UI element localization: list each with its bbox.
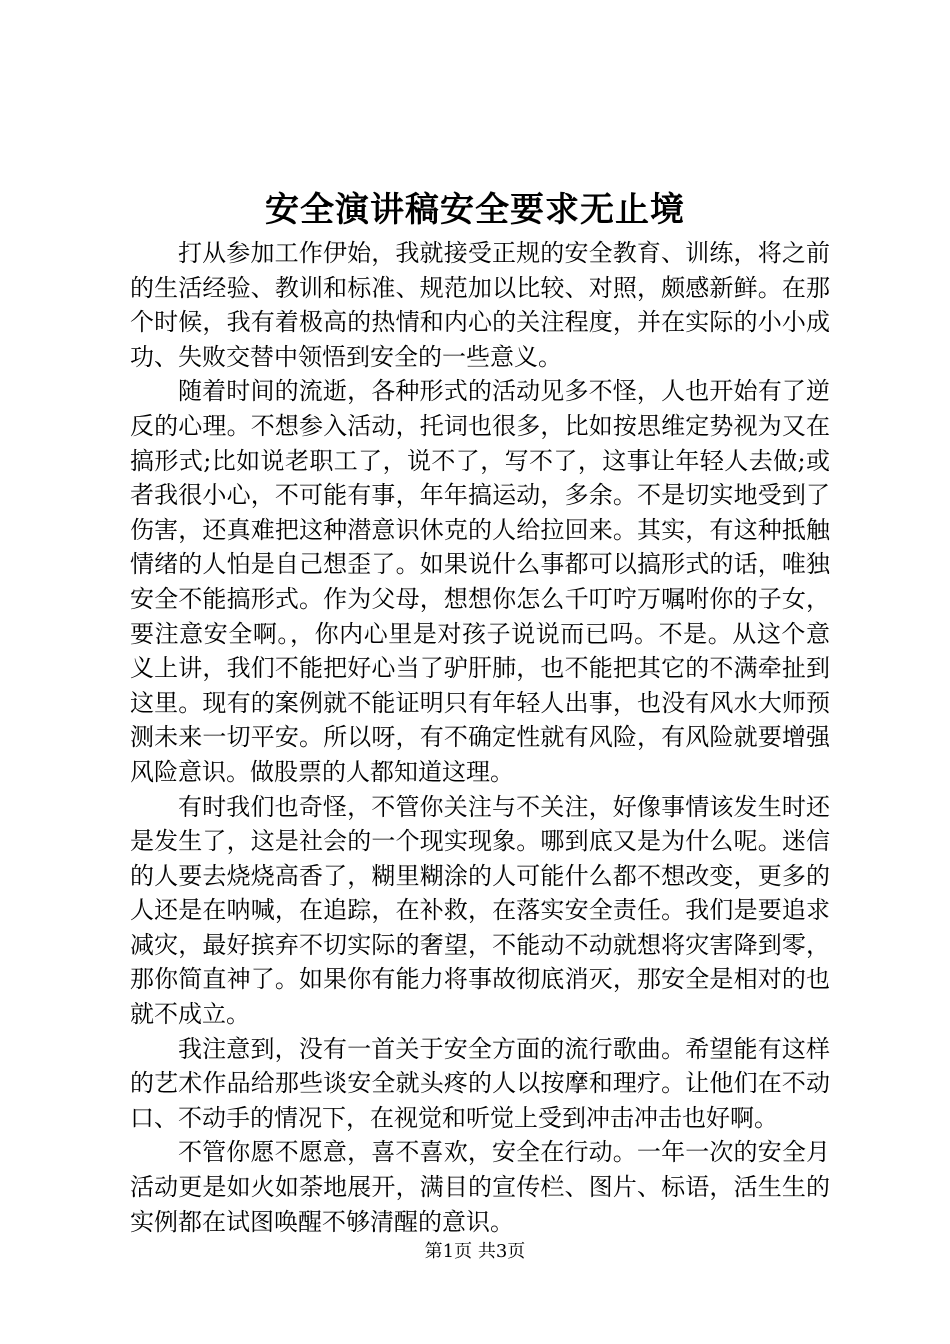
paragraph: 有时我们也奇怪，不管你关注与不关注，好像事情该发生时还是发生了，这是社会的一个现实现象。哪到底又是为什么呢。迷信的人要去烧烧高香了，糊里糊涂的人可能什么都不想改变，更多的人还是在呐喊，在追踪，在补救，在落实安全责任。我们是要追求减灾，最好摈弃不切实际的奢望，不能动不动就想将灾害降到零，那你简直神了。如果你有能力将事故彻底消灭，那安全是相对的也就不成立。: [130, 792, 830, 1029]
page-number-footer: 第1页 共3页: [424, 1241, 526, 1262]
paragraph: 不管你愿不愿意，喜不喜欢，安全在行动。一年一次的安全月活动更是如火如荼地展开，满目的宣传栏、图片、标语，活生生的实例都在试图唤醒不够清醒的意识。: [130, 1138, 830, 1236]
document-body: [130, 236, 830, 1239]
paragraph: 我注意到，没有一首关于安全方面的流行歌曲。希望能有这样的艺术作品给那些谈安全就头疼的人以按摩和理疗。让他们在不动口、不动手的情况下，在视觉和听觉上受到冲击冲击也好啊。: [130, 1034, 830, 1132]
paragraph: 随着时间的流逝，各种形式的活动见多不怪，人也开始有了逆反的心理。不想参入活动，托词也很多，比如按思维定势视为又在搞形式;比如说老职工了，说不了，写不了，这事让年轻人去做;或者我很小心，不可能有事，年年搞运动，多余。不是切实地受到了伤害，还真难把这种潜意识休克的人给拉回来。其实，有这种抵触情绪的人怕是自己想歪了。如果说什么事都可以搞形式的话，唯独安全不能搞形式。作为父母，想想你怎么千叮咛万嘱咐你的子女，要注意安全啊。，你内心里是对孩子说说而已吗。不是。从这个意义上讲，我们不能把好心当了驴肝肺，也不能把其它的不满牵扯到这里。现有的案例就不能证明只有年轻人出事，也没有风水大师预测未来一切平安。所以呀，有不确定性就有风险，有风险就要增强风险意识。做股票的人都知道这理。: [130, 377, 830, 786]
paragraph: 打从参加工作伊始，我就接受正规的安全教育、训练，将之前的生活经验、教训和标准、规范加以比较、对照，颇感新鲜。在那个时候，我有着极高的热情和内心的关注程度，并在实际的小小成功、失败交替中领悟到安全的一些意义。: [130, 239, 830, 371]
page-title: 安全演讲稿安全要求无止境: [265, 190, 685, 230]
